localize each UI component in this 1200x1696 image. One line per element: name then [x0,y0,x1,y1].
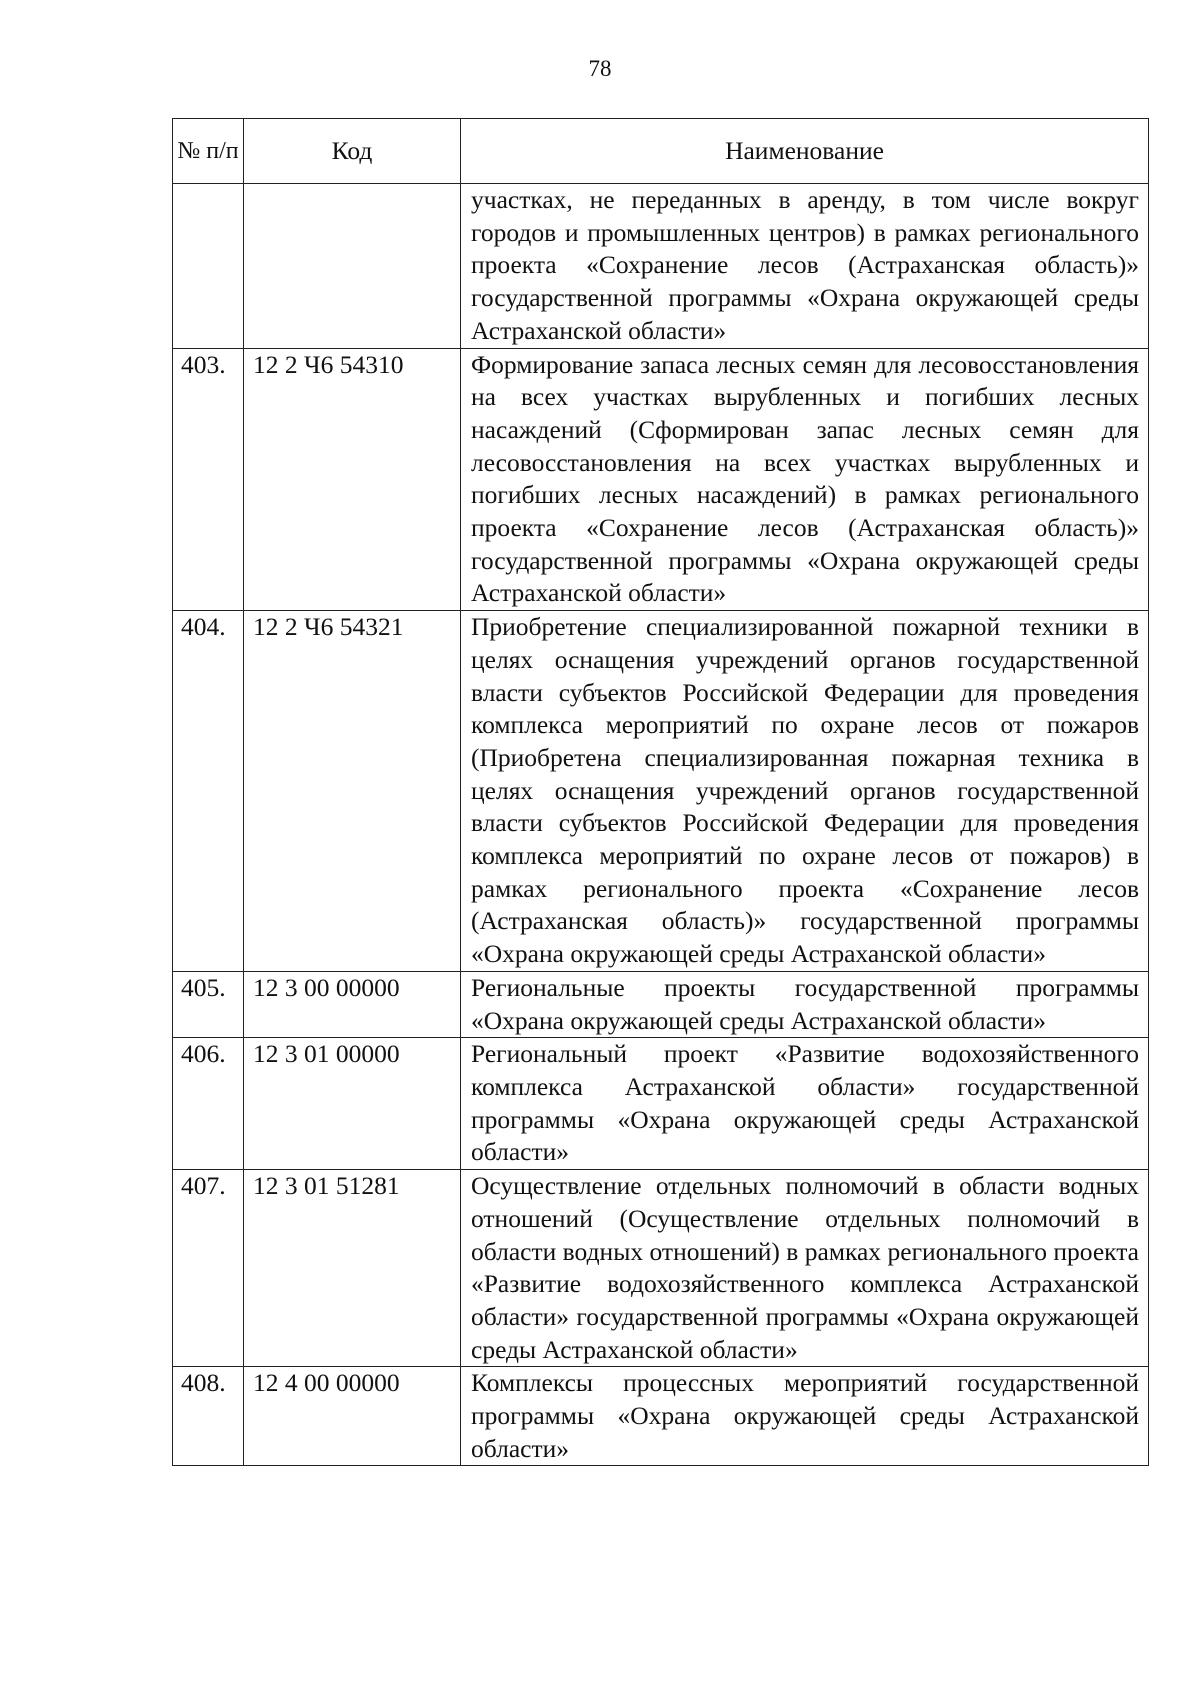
row-code: 12 3 01 51281 [244,1170,461,1367]
row-number: 405. [173,971,244,1037]
row-code: 12 3 00 00000 [244,971,461,1037]
row-name: Осуществление отдельных полномочий в области водных отношений (Осуществление отдельных полномочий в области водных отношений) в рамках регионального проекта «Развитие водохозяйственного комплекса Астраханской области» государственной программы «Охрана окружающей среды Астраханской области» [461,1170,1149,1367]
row-number: 407. [173,1170,244,1367]
table-row [173,1038,1149,1170]
row-code [244,184,461,349]
row-name: Региональные проекты государственной программы «Охрана окружающей среды Астраханской области» [461,971,1149,1037]
row-name: Комплексы процессных мероприятий государственной программы «Охрана окружающей среды Астраханской области» [461,1367,1149,1466]
column-header-name: Наименование [461,119,1149,184]
row-number: 403. [173,348,244,611]
row-code: 12 2 Ч6 54310 [244,348,461,611]
table-row [173,971,1149,1037]
row-name: участках, не переданных в аренду, в том числе вокруг городов и промышленных центров) в рамках регионального проекта «Сохранение лесов (Астраханская область)» государственной программы «Охрана окружающей среды Астраханской области» [461,184,1149,349]
row-name: Приобретение специализированной пожарной техники в целях оснащения учреждений органов государственной власти субъектов Российской Федерации для проведения комплекса мероприятий по охране лесов от пожаров (Приобретена специализированная пожарная техника в целях оснащения учреждений органов государственной власти субъектов Российской Федерации для проведения комплекса мероприятий по охране лесов от пожаров) в рамках регионального проекта «Сохранение лесов (Астраханская область)» государственной программы «Охрана окружающей среды Астраханской области» [461,611,1149,972]
row-code: 12 3 01 00000 [244,1038,461,1170]
budget-code-table [172,118,1149,1466]
table-row [173,611,1149,972]
row-number: 404. [173,611,244,972]
row-name: Формирование запаса лесных семян для лесовосстановления на всех участках вырубленных и погибших лесных насаждений (Сформирован запас лесных семян для лесовосстановления на всех участках вырубленных и погибших лесных насаждений) в рамках регионального проекта «Сохранение лесов (Астраханская область)» государственной программы «Охрана окружающей среды Астраханской области» [461,348,1149,611]
row-name: Региональный проект «Развитие водохозяйственного комплекса Астраханской области» государственной программы «Охрана окружающей среды Астраханской области» [461,1038,1149,1170]
page-number: 78 [588,56,612,81]
table-row [173,184,1149,349]
row-code: 12 2 Ч6 54321 [244,611,461,972]
table-row [173,1367,1149,1466]
table-header-row [173,119,1149,184]
table-row [173,1170,1149,1367]
row-number: 408. [173,1367,244,1466]
table-row [173,348,1149,611]
row-number [173,184,244,349]
row-number: 406. [173,1038,244,1170]
column-header-code: Код [244,119,461,184]
row-code: 12 4 00 00000 [244,1367,461,1466]
column-header-number: № п/п [173,119,244,184]
